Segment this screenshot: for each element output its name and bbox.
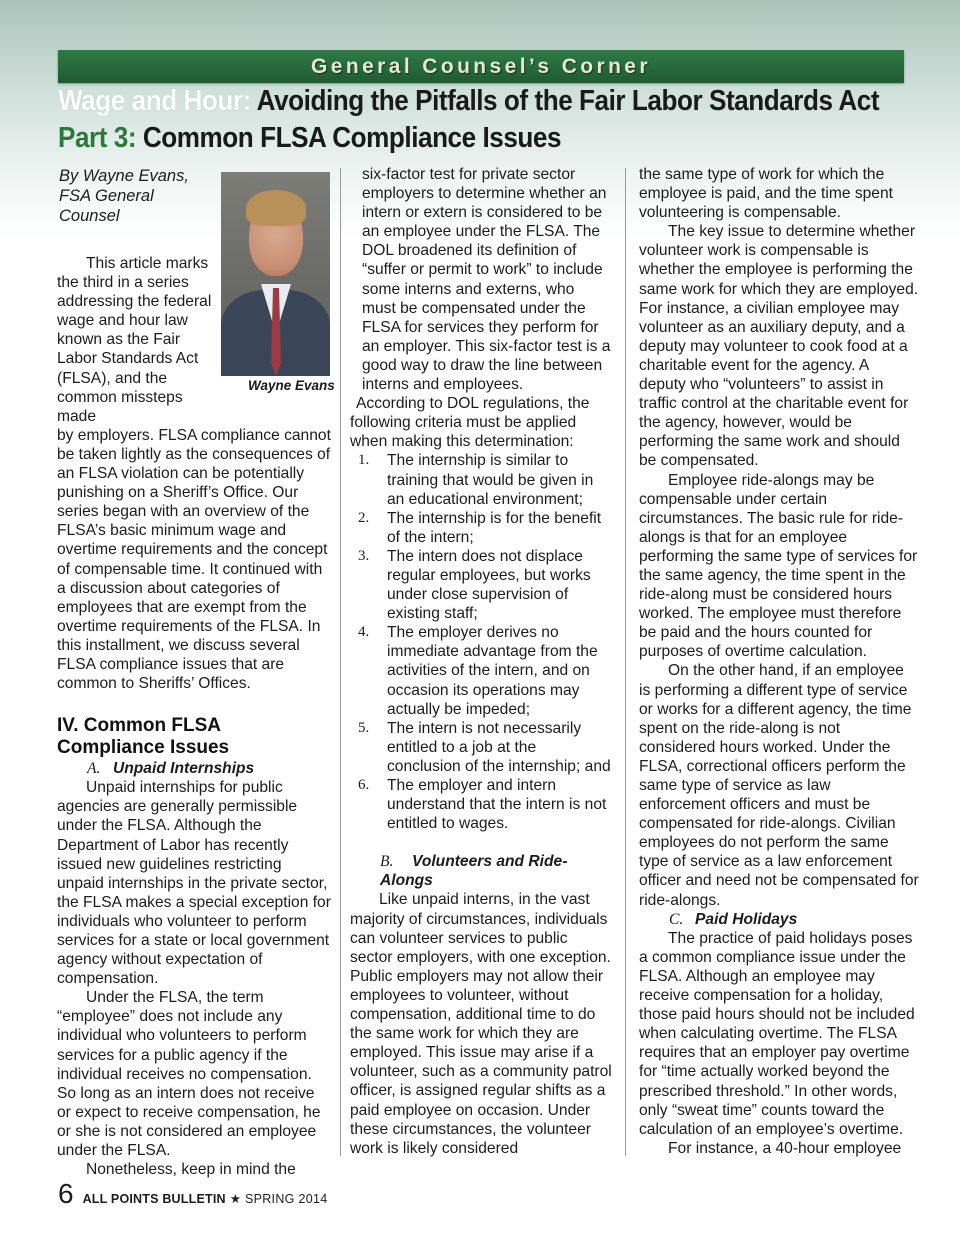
byline — [59, 166, 209, 226]
body-paragraph: Nonetheless, keep in mind the — [86, 1161, 296, 1179]
criteria-text: The intern does not displace regular employees, but works under close supervision of existing staff; — [387, 547, 591, 623]
criteria-text: The employer and intern understand that the intern is not entitled to wages. — [387, 777, 607, 833]
article-column-1 — [57, 254, 332, 1179]
body-paragraph: The key issue to determine whether volunteer work is compensable is whether the employee is performing the same work for which they are employed. For instance, a civilian employee may volunteer as an auxiliary deputy, and a deputy may volunteer to cook food at a charitable event for the agency. A deputy who “volunteers” to assist in traffic control at the charitable event for the agency, however, would be performing the same work and should be compensated. — [639, 223, 919, 470]
article-column-2 — [350, 165, 612, 1158]
body-paragraph: Under the FLSA, the term “employee” does not include any individual who volunteers to perform services for a public agency if the individual receives no compensation. So long as an intern does not receive or expect to receive compensation, he or she is not considered an employee under the FLSA. — [57, 989, 321, 1160]
article-column-3 — [639, 165, 919, 1158]
criteria-text: The employer derives no immediate advantage from the activities of the intern, and on occasion its operations may actually be impeded; — [387, 624, 598, 718]
criteria-intro: According to DOL regulations, the following criteria must be applied when making this determination: — [350, 395, 590, 451]
intro-paragraph-narrow: This article marks the third in a series addressing the federal wage and hour law known as the Fair Labor Standards Act (FLSA), and the common missteps made — [57, 255, 212, 425]
title-lead: Wage and Hour: — [58, 85, 251, 117]
criteria-list — [350, 451, 612, 833]
star-icon: ★ — [229, 1192, 241, 1206]
criteria-text: The intern is not necessarily entitled to a job at the conclusion of the internship; and — [387, 719, 611, 775]
subheading-letter: C. — [669, 910, 684, 928]
body-paragraph: For instance, a 40-hour employee — [668, 1139, 902, 1157]
issue-date: SPRING 2014 — [244, 1192, 328, 1206]
criteria-number: 1. — [358, 452, 370, 469]
criteria-number: 6. — [358, 777, 370, 793]
banner-title: General Counsel’s Corner — [311, 54, 651, 78]
subheading-letter: B. — [380, 853, 394, 871]
article-title — [58, 85, 879, 118]
photo-hair — [246, 190, 306, 226]
subheading-paid-holidays — [639, 910, 919, 929]
body-paragraph: six-factor test for private sector employers to determine whether an intern or extern is considered to be an employee under the FLSA. The DOL broadened its definition of “suffer or permit to work” to include some interns and externs, who must be compensated under the FLSA for services they perform for an employer. This six-factor test is a good way to draw the line between interns and employees. — [362, 166, 611, 394]
page-footer — [58, 1178, 327, 1210]
criteria-item — [350, 547, 612, 623]
body-paragraph: the same type of work for which the employee is paid, and the time spent volunteering is compensable. — [639, 166, 893, 222]
body-paragraph: Unpaid internships for public agencies are generally permissible under the FLSA. Although the Department of Labor has recently issued new guidelines restricting unpaid internships in the private sector, the FLSA makes a special exception for individuals who volunteer to perform services for a state or local government agency without expectation of compensation. — [57, 779, 331, 988]
criteria-item — [350, 623, 612, 718]
title-main: Avoiding the Pitfalls of the Fair Labor Standards Act — [250, 85, 880, 117]
article-subtitle — [58, 122, 561, 155]
byline-line: FSA General — [59, 187, 154, 205]
section-banner — [58, 50, 904, 83]
column-divider — [625, 168, 626, 1156]
criteria-item — [350, 719, 612, 776]
body-paragraph: Like unpaid interns, in the vast majority of circumstances, individuals can volunteer services to public sector employers, with one exception. Public employers may not allow their employees to volunteer, without compensation, additional time to do the same work for which they are employed. This issue may arise if a volunteer, such as a community patrol officer, is assigned regular shifts as a paid employee on occasion. Under these circumstances, the volunteer work is likely considered — [350, 891, 612, 1157]
subtitle-lead: Part 3: — [58, 122, 137, 154]
intro-paragraph: by employers. FLSA compliance cannot be taken lightly as the consequences of an FLSA violation can be potentially punishing on a Sheriff’s Office. Our series began with an overview of the FLSA’s basic minimum wage and overtime requirements and the concept of compensable time. It continued with a discussion about categories of employees that are exempt from the overtime requirements of the FLSA. In this installment, we discuss several FLSA compliance issues that are common to Sheriffs’ Offices. — [57, 426, 331, 693]
subheading-unpaid-internships — [57, 759, 332, 778]
subheading-title: Unpaid Internships — [113, 760, 255, 778]
criteria-item — [350, 776, 612, 833]
byline-line: By Wayne Evans, — [59, 167, 189, 185]
subheading-title: Paid Holidays — [695, 910, 798, 928]
criteria-text: The internship is similar to training that would be given in an educational environment; — [387, 452, 594, 508]
criteria-item — [350, 451, 612, 508]
column-divider — [340, 168, 341, 1156]
byline-line: Counsel — [59, 207, 120, 225]
subheading-letter: A. — [87, 760, 101, 778]
publication-name: ALL POINTS BULLETIN — [82, 1192, 226, 1206]
photo-caption: Wayne Evans — [248, 378, 335, 393]
body-paragraph: The practice of paid holidays poses a common compliance issue under the FLSA. Although an employee may receive compensation for a holiday, those paid hours should not be included when calculating overtime. The FLSA requires that an employer pay overtime for “time actually worked beyond the prescribed threshold.” In other words, only “sweat time” counts toward the calculation of an employee’s overtime. — [639, 929, 915, 1138]
page-number: 6 — [58, 1178, 74, 1209]
criteria-number: 4. — [358, 624, 370, 641]
subheading-title: Volunteers and Ride-Alongs — [380, 853, 568, 890]
criteria-number: 2. — [358, 509, 370, 526]
subheading-volunteers — [350, 852, 612, 890]
criteria-number: 3. — [358, 547, 370, 564]
body-paragraph: Employee ride-alongs may be compensable under certain circumstances. The basic rule for ride-alongs is that for an employee performing the same type of services for the same agency, the time spent in the ride-along must be considered hours worked. The employee must therefore be paid and the hours counted for purposes of overtime calculation. — [639, 471, 918, 661]
criteria-text: The internship is for the benefit of the intern; — [387, 509, 602, 546]
section-heading: IV. Common FLSA Compliance Issues — [57, 715, 230, 759]
subtitle-main: Common FLSA Compliance Issues — [136, 122, 562, 154]
criteria-item — [350, 509, 612, 547]
body-paragraph: On the other hand, if an employee is performing a different type of service or works for a different agency, the time spent on the ride-along is not considered hours worked. Under the FLSA, correctional officers perform the same type of service as law enforcement officers and must be compensated for ride-alongs. Civilian employees do not perform the same type of service as a law enforcement officer and need not be compensated for ride-alongs. — [639, 662, 919, 909]
criteria-number: 5. — [358, 719, 370, 736]
